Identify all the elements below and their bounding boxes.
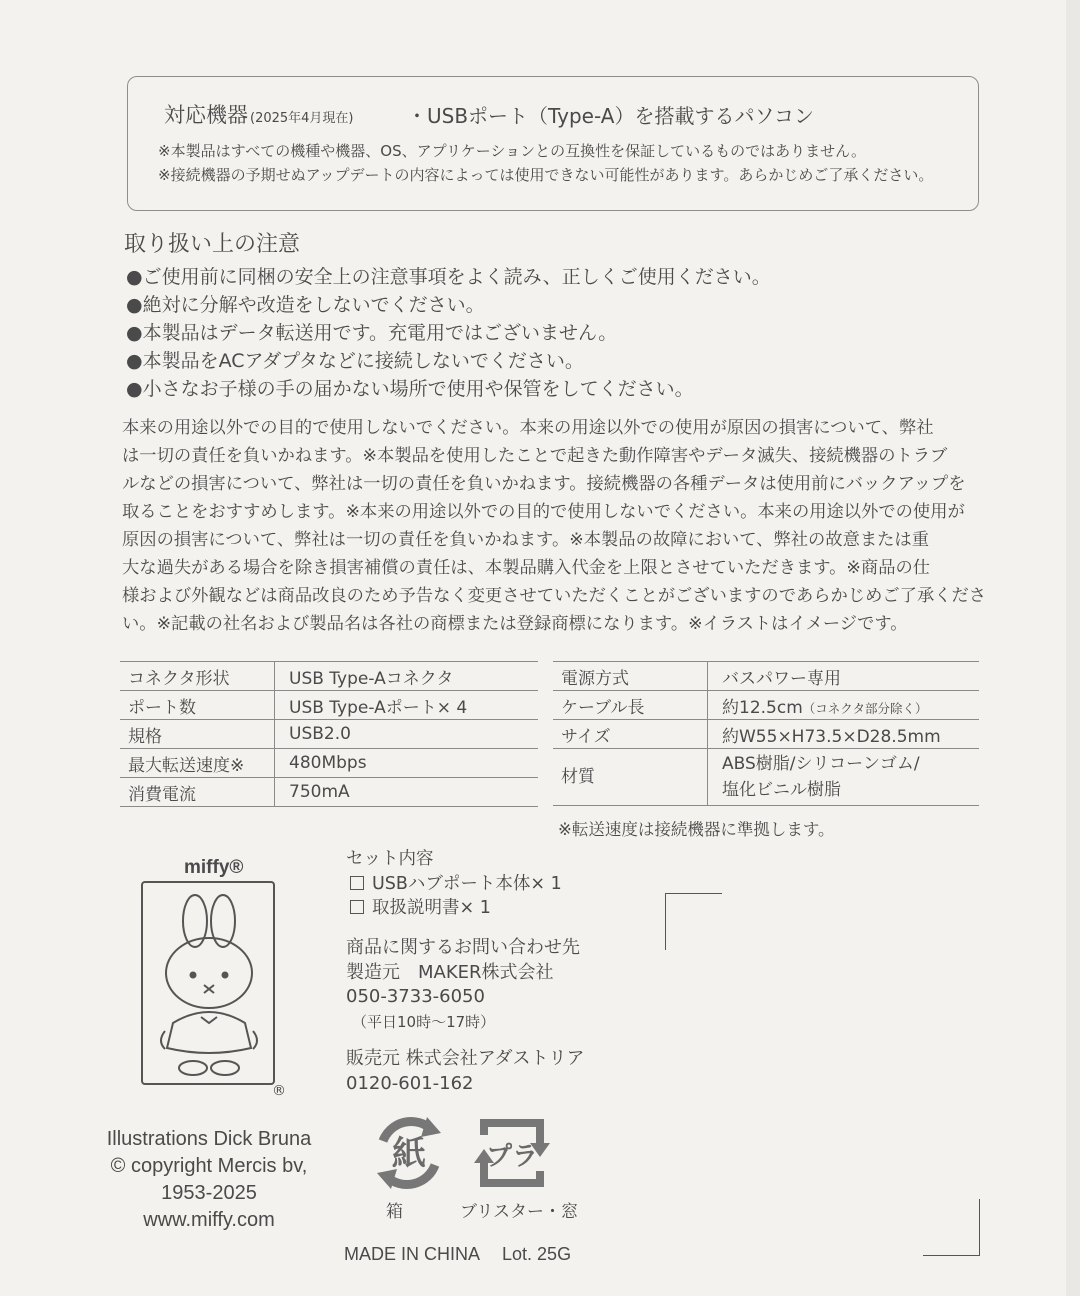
- precaution-item: ●ご使用前に同梱の安全上の注意事項をよく読み、正しくご使用ください。: [126, 266, 771, 288]
- spec-label: 材質: [553, 749, 708, 806]
- spec-row: [553, 720, 979, 749]
- spec-row: [120, 778, 538, 807]
- origin-lot: MADE IN CHINA Lot. 25G: [344, 1244, 572, 1264]
- disclaimer-line: は一切の責任を負いかねます。※本製品を使用したことで起きた動作障害やデータ滅失、接続機器のトラブ: [122, 446, 948, 466]
- spec-row: [120, 720, 538, 749]
- set-contents-item-label: USBハブポート本体× 1: [372, 873, 562, 894]
- compatibility-label: 対応機器: [164, 103, 248, 127]
- spec-value: バスパワー専用: [708, 662, 980, 691]
- plastic-recycle-icon: [470, 1113, 554, 1193]
- spec-table-left: [120, 661, 538, 807]
- maker-phone: 050-3733-6050: [346, 986, 485, 1007]
- set-contents-title: セット内容: [346, 849, 434, 869]
- disclaimer-line: 取ることをおすすめします。※本来の用途以外での目的で使用しないでください。本来の用途以外での使用が: [122, 502, 965, 522]
- disclaimer-line: 原因の損害について、弊社は一切の責任を負いかねます。※本製品の故障において、弊社の故意または重: [122, 530, 929, 550]
- miffy-bunny-icon: [143, 883, 273, 1083]
- disclaimer-line: 様および外観などは商品改良のため予告なく変更させていただくことがございますのであらかじめご了承くださ: [122, 586, 987, 606]
- spec-label: ポート数: [120, 691, 275, 720]
- credit-line: www.miffy.com: [143, 1209, 275, 1231]
- spec-row: [553, 662, 979, 691]
- page-edge: [1066, 0, 1080, 1296]
- plastic-mark-text: プラ: [485, 1142, 539, 1172]
- spec-label: コネクタ形状: [120, 662, 275, 691]
- compatibility-note: ※本製品はすべての機種や機器、OS、アプリケーションとの互換性を保証しているものではありません。: [158, 142, 867, 160]
- precaution-item: ●本製品はデータ転送用です。充電用ではございません。: [126, 322, 618, 344]
- paper-mark-text: 紙: [392, 1134, 426, 1174]
- spec-value: USB2.0: [275, 720, 539, 749]
- credit-line: Illustrations Dick Bruna: [106, 1128, 312, 1150]
- spec-label: 電源方式: [553, 662, 708, 691]
- spec-row: [553, 691, 979, 720]
- spec-value: [708, 691, 980, 720]
- cable-length-note: （コネクタ部分除く）: [802, 700, 928, 716]
- compatibility-date: (2025年4月現在): [250, 111, 354, 126]
- compatibility-device: ・USBポート（Type-A）を搭載するパソコン: [407, 104, 815, 128]
- paper-recycle-icon: [369, 1113, 449, 1193]
- spec-value: 約W55×H73.5×D28.5mm: [708, 720, 980, 749]
- maker-name: 製造元 MAKER株式会社: [346, 961, 554, 983]
- spec-row: [120, 749, 538, 778]
- seller-phone: 0120-601-162: [346, 1073, 474, 1094]
- seller-info: [346, 1046, 584, 1096]
- precautions-title: 取り扱い上の注意: [124, 232, 301, 257]
- precaution-item: ●本製品をACアダプタなどに接続しないでください。: [126, 350, 584, 372]
- crop-mark-top-left: [665, 893, 722, 950]
- compatibility-box: [127, 76, 979, 211]
- compatibility-header: [164, 99, 815, 129]
- spec-row: [553, 749, 979, 806]
- transfer-speed-note: ※転送速度は接続機器に準拠します。: [558, 820, 835, 839]
- registered-mark: ®: [272, 1083, 286, 1099]
- spec-value: 480Mbps: [275, 749, 539, 778]
- precaution-item: ●絶対に分解や改造をしないでください。: [126, 294, 485, 316]
- disclaimer-line: 本来の用途以外での目的で使用しないでください。本来の用途以外での使用が原因の損害について、弊社: [122, 418, 934, 438]
- spec-label: 最大転送速度※: [120, 749, 275, 778]
- spec-row: [120, 662, 538, 691]
- spec-value: [708, 749, 980, 806]
- set-contents-item-label: 取扱説明書× 1: [372, 898, 491, 918]
- plastic-recycle-label: ブリスター・窓: [460, 1202, 578, 1222]
- spec-value: USB Type-Aポート× 4: [275, 691, 539, 720]
- seller-name: 販売元 株式会社アダストリア: [346, 1048, 585, 1069]
- crop-mark-bottom-right: [923, 1199, 980, 1256]
- spec-label: ケーブル長: [553, 691, 708, 720]
- disclaimer-line: い。※記載の社名および製品名は各社の商標または登録商標になります。※イラストはイメージです。: [122, 614, 908, 634]
- spec-value: USB Type-Aコネクタ: [275, 662, 539, 691]
- set-contents: [346, 847, 562, 921]
- credit-line: © copyright Mercis bv,: [110, 1155, 308, 1177]
- paper-recycle-label: 箱: [386, 1202, 403, 1222]
- illustration-credits: [84, 1126, 334, 1234]
- spec-label: サイズ: [553, 720, 708, 749]
- spec-value: 750mA: [275, 778, 539, 807]
- material-line: ABS樹脂/シリコーンゴム/: [722, 754, 920, 774]
- precautions-list: [126, 263, 771, 403]
- spec-label: 規格: [120, 720, 275, 749]
- contact-title: 商品に関するお問い合わせ先: [346, 937, 580, 958]
- spec-table-right: [553, 661, 979, 806]
- set-contents-item: [346, 896, 562, 921]
- disclaimer-line: ルなどの損害について、弊社は一切の責任を負いかねます。接続機器の各種データは使用前にバックアップを: [122, 474, 966, 494]
- cable-length: 約12.5cm: [722, 697, 803, 718]
- credit-line: 1953-2025: [161, 1182, 257, 1204]
- set-contents-item: [346, 872, 562, 897]
- miffy-illustration: [141, 881, 275, 1085]
- contact-hours: （平日10時〜17時）: [352, 1012, 496, 1031]
- contact-info: [346, 936, 580, 1034]
- disclaimer-paragraph: [122, 414, 986, 638]
- miffy-logo: miffy®: [184, 857, 244, 878]
- compatibility-note: ※接続機器の予期せぬアップデートの内容によっては使用できない可能性があります。あらかじめご了承ください。: [158, 166, 934, 184]
- precaution-item: ●小さなお子様の手の届かない場所で使用や保管をしてください。: [126, 378, 694, 400]
- checkbox-icon: [350, 900, 364, 914]
- disclaimer-line: 大な過失がある場合を除き損害補償の責任は、本製品購入代金を上限とさせていただきます。※商品の仕: [122, 558, 931, 578]
- spec-label: 消費電流: [120, 778, 275, 807]
- material-line: 塩化ビニル樹脂: [722, 780, 841, 800]
- checkbox-icon: [350, 876, 364, 890]
- spec-row: [120, 691, 538, 720]
